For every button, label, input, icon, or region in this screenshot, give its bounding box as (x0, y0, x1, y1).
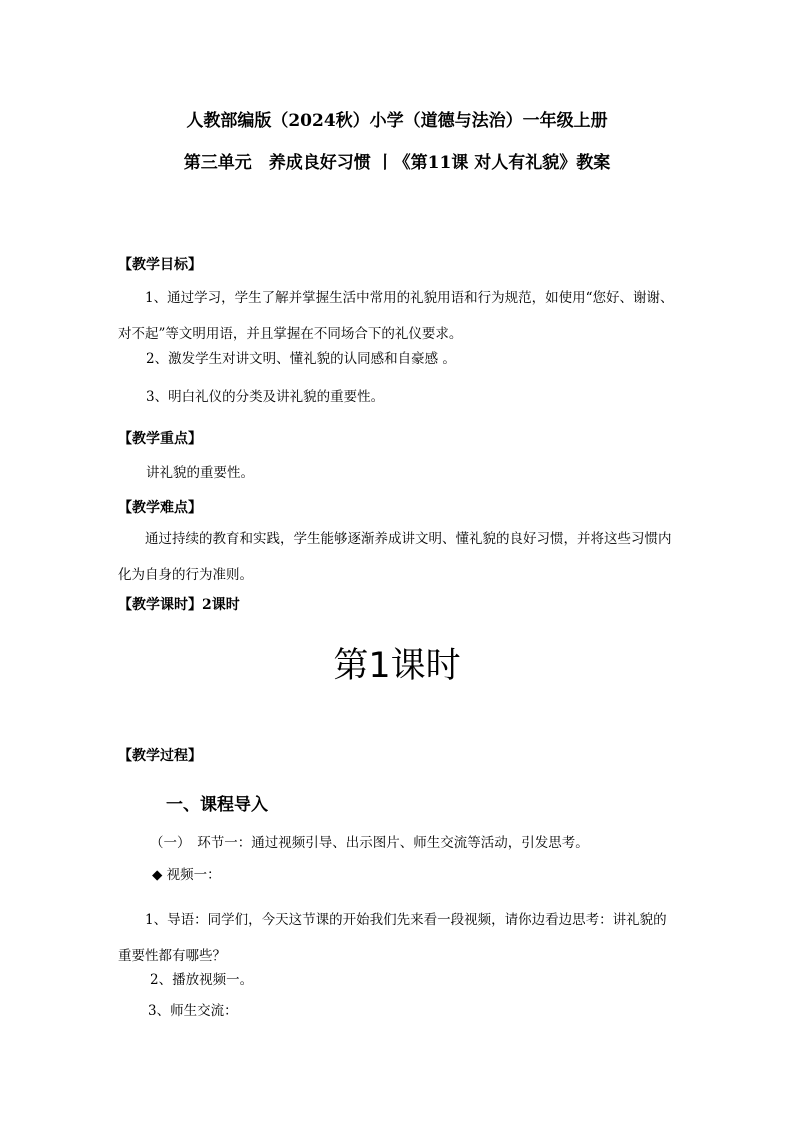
objective-item-2: 2、激发学生对讲文明、懂礼貌的认同感和自豪感 。 (146, 351, 456, 367)
hours-heading: 【教学课时】2课时 (118, 597, 240, 613)
key-points-text: 讲礼貌的重要性。 (146, 465, 254, 481)
section-title: 一、课程导入 (166, 795, 268, 815)
objective-item-1: 1、通过学习，学生了解并掌握生活中常用的礼貌用语和行为规范，如使用“您好、谢谢、对不起”等文明用语，并且掌握在不同场合下的礼仪要求。 (118, 290, 674, 342)
objectives-heading: 【教学目标】 (118, 257, 202, 273)
process-item-1: 1、导语：同学们，今天这节课的开始我们先来看一段视频，请你边看边思考：讲礼貌的重要性都有哪些？ (118, 912, 667, 964)
process-item-2: 2、播放视频一。 (150, 972, 254, 988)
process-item-3: 3、师生交流： (148, 1003, 238, 1019)
document-title: 人教部编版（2024秋）小学（道德与法治）一年级上册 (186, 111, 608, 131)
step-1: （一） 环节一：通过视频引导、出示图片、师生交流等活动，引发思考。 (150, 835, 589, 851)
key-points-heading: 【教学重点】 (118, 431, 202, 447)
objective-item-3: 3、明白礼仪的分类及讲礼貌的重要性。 (146, 389, 385, 405)
video-bullet: ◆ 视频一： (152, 867, 221, 883)
difficulties-text: 通过持续的教育和实践，学生能够逐渐养成讲文明、懂礼貌的良好习惯，并将这些习惯内化为自身的行为准则。 (118, 531, 672, 583)
process-heading: 【教学过程】 (118, 748, 202, 764)
document-subtitle: 第三单元 养成良好习惯 丨《第11课 对人有礼貌》教案 (183, 153, 611, 173)
difficulties-heading: 【教学难点】 (118, 500, 202, 516)
lesson-title: 第1课时 (333, 646, 461, 686)
